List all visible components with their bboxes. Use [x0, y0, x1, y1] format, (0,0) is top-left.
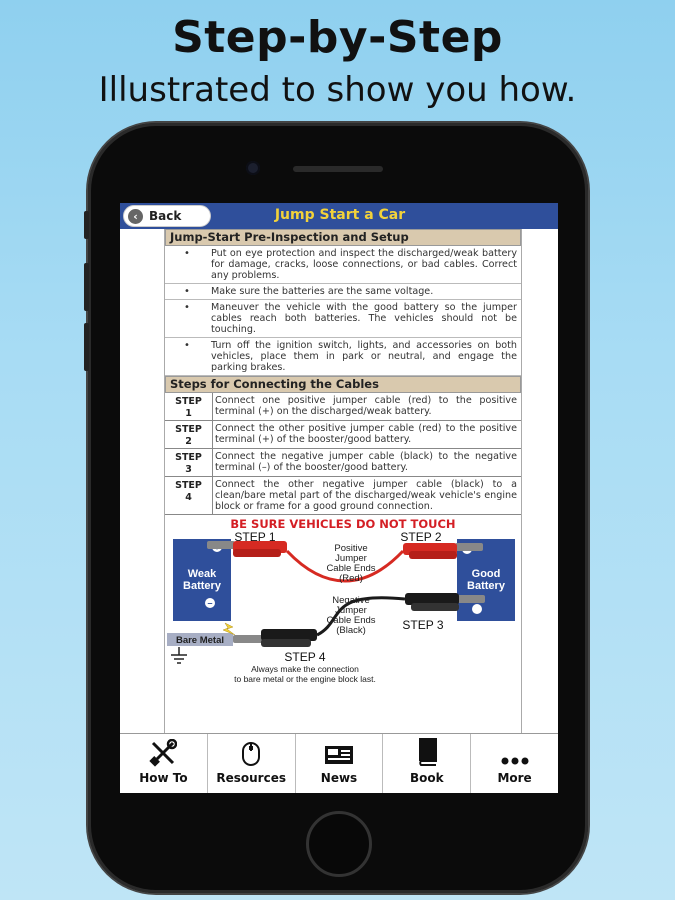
diagram-step-1: STEP 1: [234, 531, 276, 544]
app-screen: [120, 203, 558, 793]
back-button[interactable]: [123, 205, 211, 227]
page-title: Jump Start a Car: [274, 207, 406, 223]
step-text: Connect the other positive jumper cable (red) to the positive terminal (+) of the booster/good battery.: [215, 423, 517, 445]
tab-resources[interactable]: [208, 734, 296, 793]
tab-book[interactable]: [383, 734, 471, 793]
step-word: STEP: [175, 424, 202, 435]
earpiece-speaker: [293, 166, 383, 172]
diagram-step-3: STEP 3: [402, 618, 444, 632]
positive-label-2: Jumper: [335, 553, 367, 564]
more-dots-icon: [500, 755, 530, 767]
tab-how-to[interactable]: [120, 734, 208, 793]
back-label: Back: [149, 209, 182, 223]
bullet: •: [184, 302, 190, 313]
weak-battery-label-2: Battery: [183, 580, 221, 592]
good-battery-label-2: Battery: [467, 580, 505, 592]
step-row: [165, 421, 521, 449]
step-label: [165, 449, 213, 476]
warning-text: BE SURE VEHICLES DO NOT TOUCH: [230, 517, 456, 531]
good-battery-label-1: Good: [471, 568, 501, 580]
bullet: •: [184, 286, 190, 297]
preinspection-text: Put on eye protection and inspect the discharged/weak battery for damage, cracks, loose connections, or bad cables. Correct any problems.: [211, 248, 517, 281]
promo-subheadline: Illustrated to show you how.: [98, 70, 577, 110]
back-arrow-icon: ‹: [128, 209, 143, 224]
diagram-note-2: to bare metal or the engine block last.: [234, 674, 376, 684]
volume-down-button: [84, 323, 89, 371]
mute-switch: [84, 211, 89, 239]
step-word: STEP: [175, 480, 202, 491]
newspaper-icon: [323, 743, 355, 767]
preinspection-item: [165, 284, 521, 300]
mouse-icon: [240, 739, 262, 767]
promo-headline: Step-by-Step: [172, 12, 503, 63]
preinspection-text: Make sure the batteries are the same voltage.: [211, 286, 434, 297]
tab-more[interactable]: [471, 734, 558, 793]
preinspection-heading: Jump-Start Pre-Inspection and Setup: [165, 229, 521, 246]
step-row: [165, 393, 521, 421]
volume-up-button: [84, 263, 89, 311]
tab-label: Resources: [216, 771, 286, 785]
step-number: 2: [185, 436, 192, 447]
diagram-step-4: STEP 4: [284, 650, 326, 664]
step-word: STEP: [175, 396, 202, 407]
negative-label-4: (Black): [336, 625, 366, 636]
tab-news[interactable]: [296, 734, 384, 793]
diagram-note-1: Always make the connection: [251, 664, 359, 674]
tab-label: More: [497, 771, 532, 785]
step-number: 3: [185, 464, 192, 475]
step-row: [165, 477, 521, 515]
step-label: [165, 393, 213, 420]
step-row: [165, 449, 521, 477]
front-camera: [246, 161, 260, 175]
preinspection-text: Turn off the ignition switch, lights, and accessories on both vehicles, place them in park or neutral, and engage the parking brakes.: [211, 340, 517, 373]
tab-bar: [120, 733, 558, 793]
diagram-graphic: [165, 531, 523, 696]
negative-label-3: Cable Ends: [326, 615, 376, 626]
good-negative-terminal-icon: [472, 604, 482, 614]
step-label: [165, 477, 213, 514]
tools-icon: [149, 739, 177, 767]
step-text: Connect the other negative jumper cable (black) to a clean/bare metal part of the discharged/weak vehicle's engine block or frame for a good ground connection.: [215, 479, 517, 512]
negative-label-2: Jumper: [335, 605, 367, 616]
step-label: [165, 421, 213, 448]
step-number: 4: [185, 492, 192, 503]
negative-label-1: Negative: [332, 595, 370, 606]
step-number: 1: [185, 408, 192, 419]
diagram-step-2: STEP 2: [400, 531, 442, 544]
bullet: •: [184, 340, 190, 351]
step-text: Connect one positive jumper cable (red) to the positive terminal (+) on the discharged/weak battery.: [215, 395, 517, 417]
tab-label: Book: [409, 771, 444, 785]
phone-frame: [88, 123, 588, 893]
jump-start-diagram: [165, 531, 523, 696]
tab-label: News: [320, 771, 358, 785]
nav-bar: [120, 203, 558, 229]
positive-label-3: Cable Ends: [326, 563, 376, 574]
step-word: STEP: [175, 452, 202, 463]
connecting-heading: Steps for Connecting the Cables: [165, 376, 521, 393]
weak-battery-label-1: Weak: [187, 568, 217, 580]
preinspection-text: Maneuver the vehicle with the good battery so the jumper cables reach both batteries. The vehicles should not be touching.: [211, 302, 517, 335]
weak-minus-sign: –: [207, 598, 213, 608]
preinspection-item: [165, 338, 521, 376]
bare-metal-label: Bare Metal: [175, 635, 225, 646]
book-icon: [414, 737, 440, 767]
home-button[interactable]: [306, 811, 372, 877]
preinspection-item: [165, 246, 521, 284]
bullet: •: [184, 248, 190, 259]
positive-label-4: (Red): [339, 573, 363, 584]
preinspection-item: [165, 300, 521, 338]
positive-label-1: Positive: [334, 543, 368, 554]
article-content[interactable]: [164, 229, 522, 733]
tab-label: How To: [139, 771, 188, 785]
step-text: Connect the negative jumper cable (black) to the negative terminal (–) of the booster/good battery.: [215, 451, 517, 473]
black-clamp-ground-icon: [233, 629, 317, 647]
